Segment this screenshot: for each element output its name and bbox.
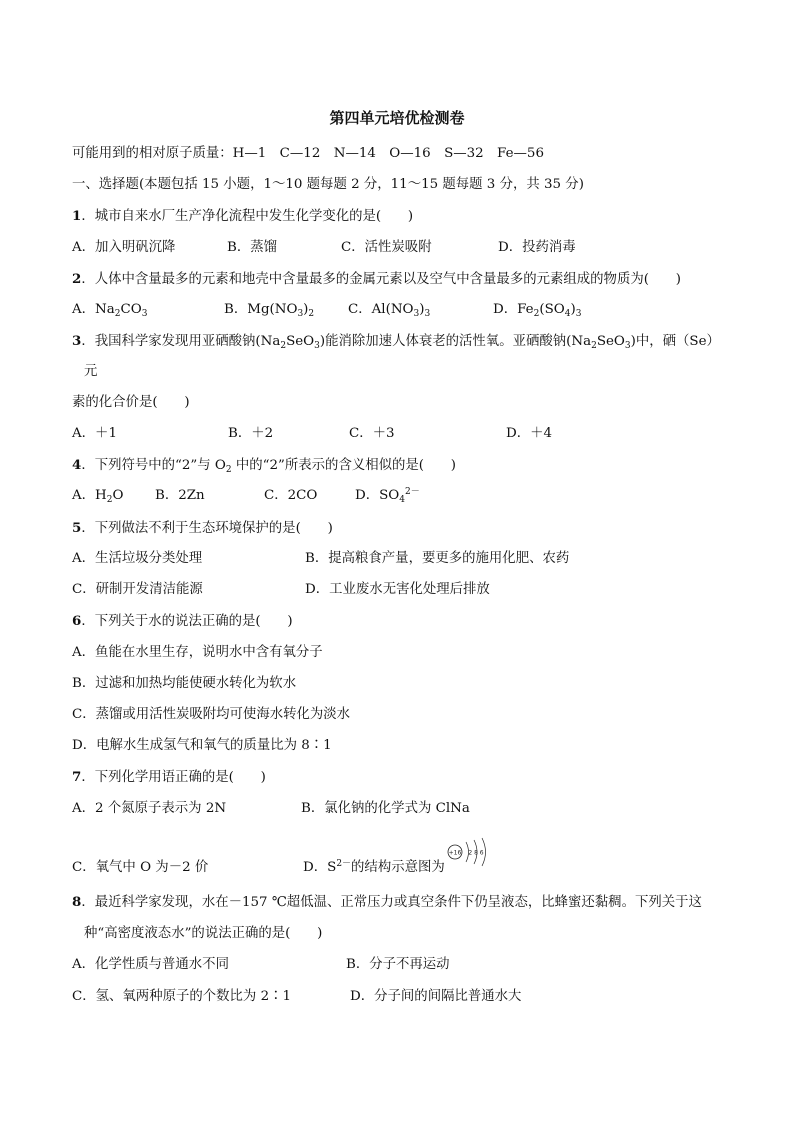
option-b: B．提高粮食产量，要更多的施用化肥、农药: [305, 551, 570, 566]
option-a: A．化学性质与普通水不同: [72, 957, 229, 972]
question-6: [72, 613, 293, 630]
option-d: D．$SO_4^{2-}$: [355, 487, 420, 505]
question-4: 4．下列符号中的“2”与 $O_2$ 中的“2”所表示的含义相似的是( ): [72, 457, 457, 475]
option-b: B．$Mg(NO_3)_2$: [224, 302, 315, 319]
question-3: 3．我国科学家发现用亚硒酸钠$(Na_2SeO_3)$能消除加速人体衰老的活性氧。亚硒酸钠$(Na_2SeO_3)$中，硒（Se）: [72, 333, 720, 351]
option-c: C．氧气中 O 为－2 价: [72, 860, 209, 875]
question-8: [72, 894, 702, 911]
option-d: D．投药消毒: [498, 240, 576, 255]
option-b: B．分子不再运动: [346, 957, 450, 972]
option-a: A．2 个氮原子表示为 2N: [72, 801, 227, 816]
question-stem: ．下列关于水的说法正确的是( ): [81, 614, 293, 629]
question-number: 1: [72, 208, 82, 224]
question-number: 8: [72, 894, 82, 910]
option-a: A．生活垃圾分类处理: [72, 551, 203, 566]
option-c: C．活性炭吸附: [341, 240, 432, 255]
question-5: [72, 520, 333, 537]
option-c: C．蒸馏或用活性炭吸附均可使海水转化为淡水: [72, 707, 351, 722]
option-a: A．＋1: [72, 426, 117, 441]
question-2: [72, 271, 681, 288]
question-stem: ．下列做法不利于生态环境保护的是( ): [81, 521, 333, 536]
option-a: A．$Na_2CO_3$: [72, 302, 148, 319]
option-b: B．过滤和加热均能使硬水转化为软水: [72, 676, 297, 691]
option-d: D．分子间的间隔比普通水大: [350, 989, 522, 1004]
nucleus-charge: +16: [448, 849, 462, 857]
question-1: [72, 208, 413, 225]
option-c: C．＋3: [349, 426, 395, 441]
option-b: B．＋2: [228, 426, 274, 441]
question-3-cont2: 素的化合价是( ): [72, 395, 190, 410]
sulfide-ion-structure-diagram: [446, 836, 496, 868]
option-d: D．＋4: [506, 426, 553, 441]
question-number: 2: [72, 271, 82, 287]
question-number: 6: [72, 613, 82, 629]
option-d: D．$S^{2-}$的结构示意图为: [303, 859, 445, 875]
question-number: 5: [72, 520, 82, 536]
option-b: B．氯化钠的化学式为 ClNa: [301, 801, 470, 816]
electron-shells: 2 8 6: [468, 849, 484, 857]
option-a: A．$H_2O$: [72, 488, 124, 505]
option-c: C．$Al(NO_3)_3$: [348, 302, 431, 319]
question-3-cont: 元: [84, 364, 98, 379]
option-d: D．工业废水无害化处理后排放: [305, 582, 490, 597]
option-a: A．加入明矾沉降: [72, 240, 176, 255]
question-stem: ．最近科学家发现，水在－157 ℃超低温、正常压力或真空条件下仍呈液态，比蜂蜜还黏稠。下列关于这: [81, 895, 702, 910]
option-c: C．氢、氧两种原子的个数比为 2∶1: [72, 989, 292, 1004]
question-number: 4: [72, 457, 82, 473]
option-b: B．蒸馏: [227, 240, 278, 255]
question-number: 3: [72, 333, 82, 349]
question-stem: ．城市自来水厂生产净化流程中发生化学变化的是( ): [81, 209, 414, 224]
option-b: B．2Zn: [155, 488, 205, 503]
question-8-cont: 种“高密度液态水”的说法正确的是( ): [84, 926, 323, 941]
option-d: D．电解水生成氢气和氧气的质量比为 8∶1: [72, 738, 332, 753]
question-7: [72, 769, 266, 786]
atomic-masses: 可能用到的相对原子质量：H—1 C—12 N—14 O—16 S—32 Fe—56: [72, 146, 544, 161]
option-c: C．2CO: [264, 488, 318, 503]
question-number: 7: [72, 769, 82, 785]
section-heading: 一、选择题(本题包括 15 小题，1～10 题每题 2 分，11～15 题每题 3 分，共 35 分): [72, 177, 584, 192]
question-stem: ．下列化学用语正确的是( ): [81, 770, 266, 785]
option-c: C．研制开发清洁能源: [72, 582, 203, 597]
option-d: D．$Fe_2(SO_4)_3$: [493, 302, 582, 319]
page-title: 第四单元培优检测卷: [329, 109, 465, 127]
question-stem: ．人体中含量最多的元素和地壳中含量最多的金属元素以及空气中含量最多的元素组成的物质为( ): [81, 272, 681, 287]
option-a: A．鱼能在水里生存，说明水中含有氧分子: [72, 645, 323, 660]
